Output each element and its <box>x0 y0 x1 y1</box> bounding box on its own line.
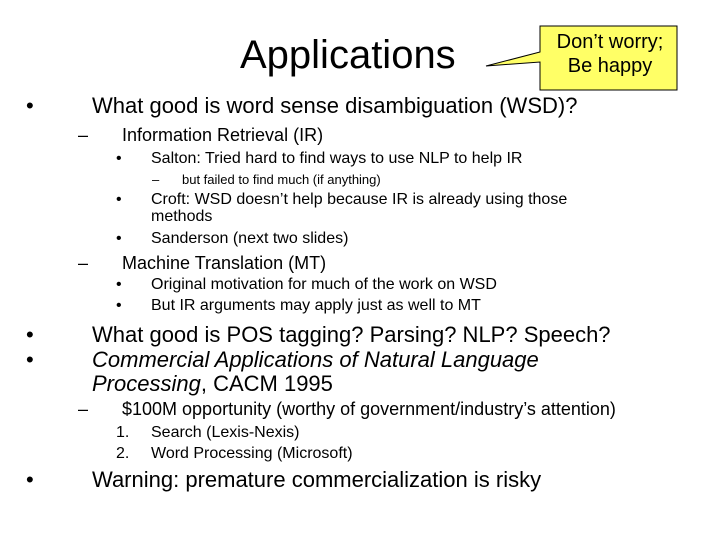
bullet-marker: • <box>116 150 122 167</box>
item-pos: What good is POS tagging? Parsing? NLP? Speech? <box>92 322 611 347</box>
item-croft-line-1: Croft: WSD doesn’t help because IR is already using those <box>151 191 568 208</box>
item-mt-1: Original motivation for much of the work on WSD <box>151 276 497 293</box>
number-marker: 1. <box>116 424 130 441</box>
bullet-marker: • <box>116 276 122 293</box>
bullet-marker: • <box>116 297 122 314</box>
bullet-marker: • <box>26 322 34 347</box>
item-salton: Salton: Tried hard to find ways to use NLP to help IR <box>151 150 523 167</box>
item-salton-sub: but failed to find much (if anything) <box>182 172 381 187</box>
bullet-marker: • <box>116 230 122 247</box>
item-wordproc: Word Processing (Microsoft) <box>151 445 353 462</box>
item-warning: Warning: premature commercialization is risky <box>92 467 542 492</box>
bullet-marker: • <box>26 467 34 492</box>
bullet-marker: • <box>116 191 122 208</box>
item-mt: Machine Translation (MT) <box>122 253 327 273</box>
dash-marker: – <box>78 399 89 419</box>
item-cacm-rest: , CACM 1995 <box>200 371 333 396</box>
item-cacm-italic-2: Processing <box>92 371 201 396</box>
item-cacm-italic: Commercial Applications of Natural Language <box>92 347 539 372</box>
item-mt-2: But IR arguments may apply just as well to MT <box>151 297 481 314</box>
slide-title: Applications <box>240 33 456 77</box>
item-ir: Information Retrieval (IR) <box>122 125 324 145</box>
item-croft-line-2: methods <box>151 208 213 225</box>
dash-marker: – <box>78 125 89 145</box>
item-search: Search (Lexis-Nexis) <box>151 424 300 441</box>
dash-marker: – <box>152 172 160 187</box>
bullet-marker: • <box>26 93 34 118</box>
dash-marker: – <box>78 253 89 273</box>
bullet-marker: • <box>26 347 34 372</box>
item-cacm-line-2 <box>92 371 333 397</box>
item-sanderson: Sanderson (next two slides) <box>151 230 349 247</box>
callout-line-1: Don’t worry; <box>556 31 664 53</box>
item-wsd: What good is word sense disambiguation (WSD)? <box>92 93 578 118</box>
number-marker: 2. <box>116 445 130 462</box>
item-opportunity: $100M opportunity (worthy of government/industry’s attention) <box>122 399 616 419</box>
callout-line-2: Be happy <box>567 55 653 77</box>
callout-text <box>540 30 680 78</box>
